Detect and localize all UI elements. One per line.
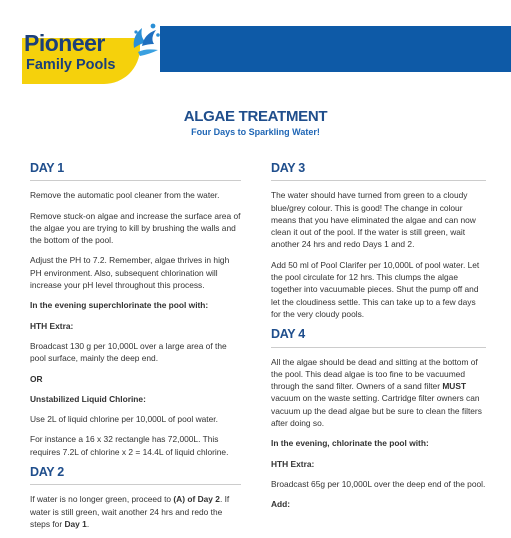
day1-product-heading: HTH Extra: — [30, 320, 74, 331]
day1-divider — [30, 180, 241, 181]
day4-paragraph: Broadcast 65g per 10,000L over the deep end of the pool. — [271, 478, 486, 489]
day2-paragraph — [30, 493, 241, 530]
day2-text: . — [86, 518, 90, 529]
day1-paragraph: For instance a 16 x 32 rectangle has 72,000L. This requires 7.2L of chlorine x 2 = 14.4L of liquid chlorine. — [30, 434, 229, 457]
header-blue-band — [110, 26, 511, 72]
day2-heading: DAY 2 — [30, 465, 64, 480]
day2-emphasis: Day 1 — [64, 518, 87, 529]
day2-divider — [30, 484, 241, 485]
day4-divider — [271, 347, 486, 348]
day2-text: . If water is still green, wait another 24 hrs and redo the steps for — [30, 494, 230, 529]
day1-heading: DAY 1 — [30, 161, 64, 175]
day3-paragraph: The water should have turned from green to a cloudy blue/grey colour. This is good! The change in colour means that you have eliminated the algae and can now clean it out of the pool. If the water is still green, wait another 24 hrs and redo Days 1 and 2. — [271, 190, 476, 250]
day2-text: If water is no longer green, proceed to — [30, 494, 174, 505]
day1-paragraph: Use 2L of liquid chlorine per 10,000L of pool water. — [30, 414, 218, 425]
day4-paragraph — [271, 356, 486, 430]
day4-heading: DAY 4 — [271, 327, 305, 342]
brand-name: Pioneer — [24, 30, 105, 56]
day4-text: vacuum on the waste setting. Cartridge filter owners can vacuum up the dead algae but be sure to clean the filters after doing so. — [271, 393, 482, 429]
day4-add-label: Add: — [271, 499, 291, 510]
day4-product-heading: HTH Extra: — [271, 458, 315, 469]
day4-emphasis: MUST — [442, 381, 467, 392]
day1-or: OR — [30, 373, 43, 384]
document-title: ALGAE TREATMENT — [183, 108, 328, 125]
day4-instruction: In the evening, chlorinate the pool with: — [271, 438, 429, 449]
day1-paragraph: Broadcast 130 g per 10,000L over a large area of the pool surface, mainly the deep end. — [30, 340, 227, 364]
brand-logo — [10, 10, 160, 88]
document-subtitle: Four Days to Sparkling Water! — [191, 127, 320, 137]
left-column — [30, 162, 241, 538]
water-splash-icon — [128, 22, 162, 62]
day3-divider — [271, 180, 486, 181]
page-header — [0, 0, 511, 100]
day4-text: All the algae should be dead and sitting at the bottom of the pool. This dead algae is too fine to be vacuumed through the sand filter. Owners of a sand filter — [271, 356, 478, 392]
day1-instruction: In the evening superchlorinate the pool with: — [30, 300, 209, 311]
day1-paragraph: Remove stuck-on algae and increase the surface area of the algae you are trying to kill by brushing the walls and the bottom of the pool. — [30, 210, 241, 246]
day1-paragraph: Adjust the PH to 7.2. Remember, algae thrives in high PH environment. Also, subsequent chlorination will increase your pH level throughout this process. — [30, 255, 230, 291]
brand-tagline: Family Pools — [26, 57, 116, 73]
day1-product-heading: Unstabilized Liquid Chlorine: — [30, 393, 146, 404]
right-column — [271, 162, 486, 519]
day3-paragraph: Add 50 ml of Pool Clarifer per 10,000L of pool water. Let the pool circulate for 12 hrs. This clumps the algae together into vacuumable pieces. Shut the pump off and let the cloudiness settle. This can take up to a few days for the very cloudy pools. — [271, 259, 480, 319]
day1-paragraph: Remove the automatic pool cleaner from the water. — [30, 190, 220, 201]
day3-heading: DAY 3 — [271, 161, 305, 175]
day2-emphasis: (A) of Day 2 — [173, 494, 220, 505]
